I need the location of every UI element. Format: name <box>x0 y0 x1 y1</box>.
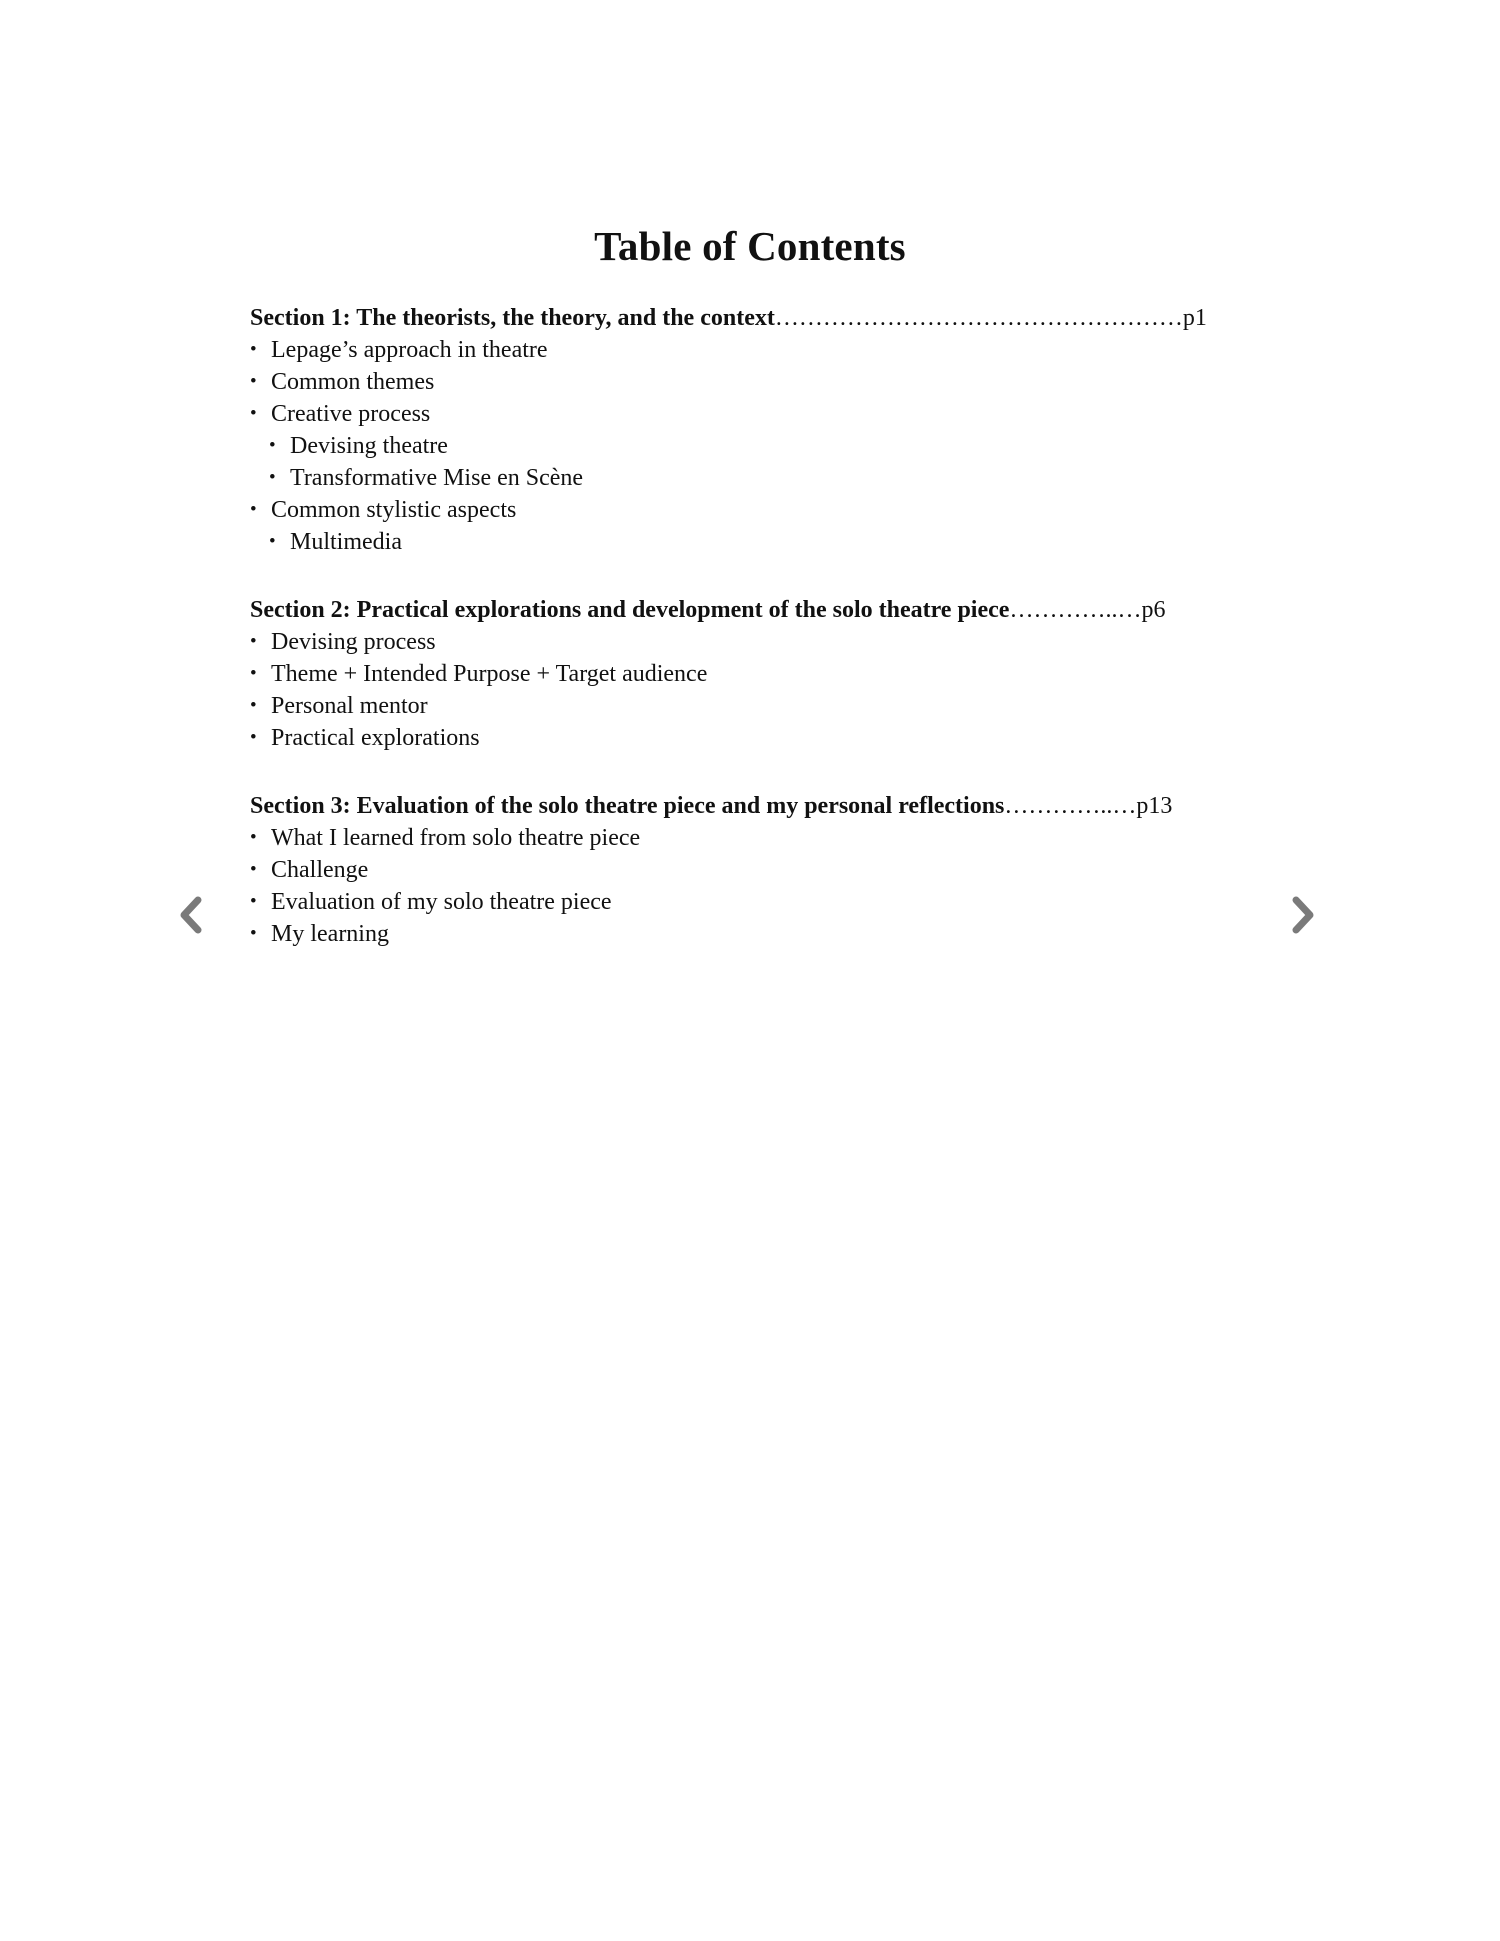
bullet-icon: • <box>250 891 257 912</box>
list-item: • Devising process <box>250 626 1250 658</box>
list-item: • Personal mentor <box>250 690 1250 722</box>
section-heading <box>250 790 1250 822</box>
toc-section-1 <box>250 302 1250 558</box>
list-subitem: • Transformative Mise en Scène <box>250 462 1250 494</box>
page-reference: p1 <box>1182 305 1207 331</box>
page-title: Table of Contents <box>594 223 906 269</box>
chevron-right-icon <box>1286 895 1320 935</box>
next-page-button[interactable] <box>1286 895 1320 935</box>
bullet-icon: • <box>269 467 276 488</box>
list-item: • What I learned from solo theatre piece <box>250 822 1250 854</box>
bullet-icon: • <box>250 695 257 716</box>
bullet-icon: • <box>250 339 257 360</box>
list-item: • Theme + Intended Purpose + Target audience <box>250 658 1250 690</box>
section-title: Section 3: Evaluation of the solo theatre piece and my personal reflections <box>250 793 1005 819</box>
bullet-icon: • <box>250 859 257 880</box>
leader-dots: …………..… <box>1009 597 1142 623</box>
leader-dots: …………………………………………… <box>774 305 1183 331</box>
leader-dots: …………..… <box>1004 793 1137 819</box>
list-item: • Creative process <box>250 398 1250 430</box>
list-item: • Lepage’s approach in theatre <box>250 334 1250 366</box>
bullet-icon: • <box>250 727 257 748</box>
toc-section-2 <box>250 594 1250 754</box>
toc-section-3 <box>250 790 1250 950</box>
section-heading <box>250 302 1250 334</box>
list-item: • Evaluation of my solo theatre piece <box>250 886 1250 918</box>
bullet-icon: • <box>250 663 257 684</box>
page-reference: p6 <box>1141 597 1166 623</box>
list-item: • Practical explorations <box>250 722 1250 754</box>
list-subitem: • Devising theatre <box>250 430 1250 462</box>
section-item-list <box>250 822 1250 950</box>
previous-page-button[interactable] <box>174 895 208 935</box>
section-item-list <box>250 334 1250 558</box>
page-reference: p13 <box>1136 793 1173 819</box>
bullet-icon: • <box>250 923 257 944</box>
list-item: • Common stylistic aspects <box>250 494 1250 526</box>
bullet-icon: • <box>250 631 257 652</box>
list-item: • Common themes <box>250 366 1250 398</box>
chevron-left-icon <box>174 895 208 935</box>
bullet-icon: • <box>250 371 257 392</box>
section-item-list <box>250 626 1250 754</box>
list-subitem: • Multimedia <box>250 526 1250 558</box>
bullet-icon: • <box>250 827 257 848</box>
bullet-icon: • <box>250 403 257 424</box>
list-item: • My learning <box>250 918 1250 950</box>
bullet-icon: • <box>269 531 276 552</box>
list-item: • Challenge <box>250 854 1250 886</box>
section-title: Section 1: The theorists, the theory, and the context <box>250 305 775 331</box>
bullet-icon: • <box>250 499 257 520</box>
table-of-contents <box>250 302 1250 986</box>
bullet-icon: • <box>269 435 276 456</box>
section-heading <box>250 594 1250 626</box>
section-title: Section 2: Practical explorations and development of the solo theatre piece <box>250 597 1010 623</box>
